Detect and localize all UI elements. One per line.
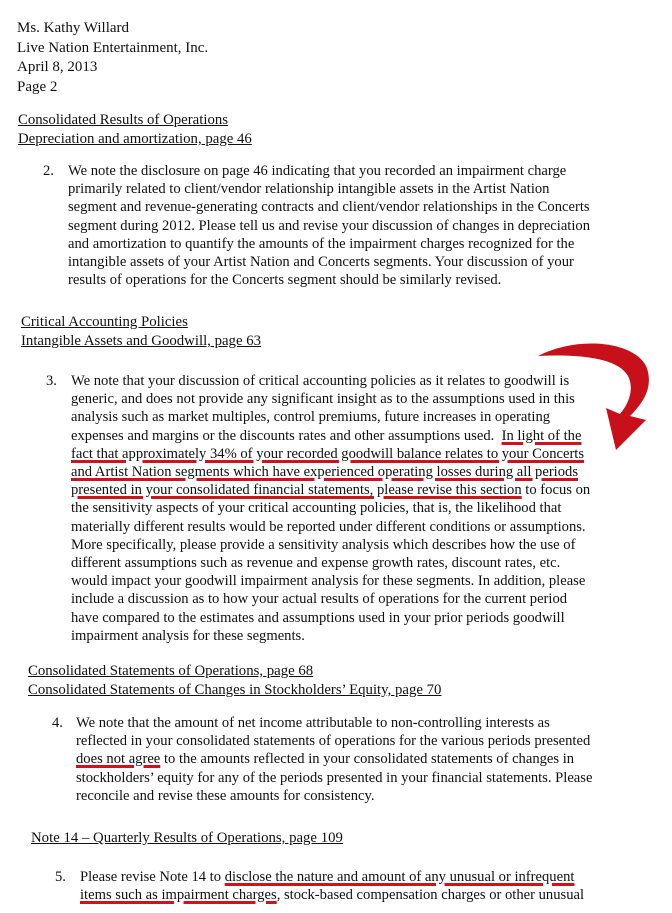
text-line: results of operations for the Concerts segment should be similarly revised. (68, 272, 502, 289)
text-segment: , stock-based compensation charges or other unusual (276, 887, 585, 904)
text-line: analysis such as market multiples, control premiums, future increases in operating (71, 409, 551, 426)
text-line (71, 463, 590, 481)
text-line: intangible assets of your Artist Nation and Concerts segments. Your discussion of your (68, 254, 574, 271)
text-line: We note that your discussion of critical accounting policies as it relates to goodwill is (71, 373, 570, 389)
comment-number: 5. (55, 869, 66, 885)
text-line: We note that the amount of net income attributable to non-controlling interests as (76, 715, 550, 731)
comment-number: 4. (52, 715, 63, 731)
text-line: impairment analysis for these segments. (71, 627, 305, 644)
text-segment: expenses and margins or the discounts rates and other assumptions used. (71, 427, 495, 444)
text-segment: to focus on (521, 482, 591, 499)
text-line: We note the disclosure on page 46 indicating that you recorded an impairment charge (68, 163, 567, 179)
text-line: More specifically, please provide a sensitivity analysis which describes how the use of (71, 536, 576, 553)
text-line: primarily related to client/vendor relationship intangible assets in the Artist Nation (68, 181, 550, 198)
comment-2-text (68, 162, 590, 289)
highlighted-text: presented in your consolidated financial statements, please revise this section (71, 482, 522, 499)
text-line: reconcile and revise these amounts for consistency. (76, 787, 375, 804)
text-line: different assumptions such as revenue and expense growth rates, discount rates, etc. (71, 555, 561, 572)
section-heading-line: Note 14 – Quarterly Results of Operations, page 109 (31, 830, 343, 846)
text-line (80, 886, 584, 904)
highlighted-text: does not agree (76, 751, 161, 768)
highlighted-text: fact that approximately 34% of your recorded goodwill balance relates to your Concerts (71, 445, 585, 462)
comment-3-text (71, 372, 590, 645)
section-heading-statements (28, 662, 441, 700)
text-line: segment during 2012. Please tell us and revise your discussion of changes in depreciation (68, 217, 591, 234)
text-line: segment and revenue-generating contracts and client/vendor relationships in the Concerts (68, 199, 590, 216)
recipient-name: Ms. Kathy Willard (17, 20, 130, 36)
text-line: the sensitivity aspects of your critical accounting policies, that is, the likelihood that (71, 500, 562, 517)
comment-4-text (76, 714, 592, 805)
section-heading-line: Consolidated Results of Operations (18, 112, 229, 128)
company-name: Live Nation Entertainment, Inc. (17, 39, 209, 56)
comment-number: 3. (46, 373, 57, 389)
highlighted-text: items such as impairment charges (80, 887, 277, 904)
highlighted-text: disclose the nature and amount of any unusual or infrequent (224, 869, 575, 885)
text-line: and amortization to quantify the amounts of the impairment charges recognized for the (68, 235, 575, 252)
section-heading-line: Intangible Assets and Goodwill, page 63 (21, 333, 262, 349)
text-line: stockholders’ equity for any of the periods presented in your financial statements. Please (76, 769, 593, 786)
text-line: include a discussion as to how your actual results of operations for the current period (71, 591, 568, 608)
section-heading-line: Critical Accounting Policies (21, 314, 188, 330)
red-curved-arrow-icon (530, 338, 665, 456)
text-segment: to the amounts reflected in your consolidated statements of changes in (160, 751, 575, 768)
letter-header (17, 19, 208, 97)
text-line (80, 868, 584, 886)
text-line: materially different results would be reported under different conditions or assumptions. (71, 518, 586, 535)
section-heading-line: Consolidated Statements of Operations, page 68 (28, 663, 314, 679)
text-line (71, 445, 590, 463)
letter-date: April 8, 2013 (17, 59, 98, 75)
page-number: Page 2 (17, 78, 58, 95)
text-line: have compared to the estimates and assumptions used in your prior periods goodwill (71, 609, 565, 626)
text-line (71, 481, 590, 499)
text-segment: Please revise Note 14 to (80, 869, 225, 885)
section-heading-line: Depreciation and amortization, page 46 (18, 131, 252, 147)
section-heading-results (18, 111, 252, 149)
text-line (71, 427, 590, 445)
section-heading-quarterly (31, 829, 343, 848)
text-line: reflected in your consolidated statements of operations for the various periods presented (76, 733, 591, 750)
text-line (76, 750, 592, 768)
highlighted-text: In light of the (501, 427, 582, 444)
comment-5-text (80, 868, 584, 904)
text-line: would impact your goodwill impairment analysis for these segments. In addition, please (71, 573, 586, 590)
highlighted-text: and Artist Nation segments which have experienced operating losses during all periods (71, 464, 579, 481)
section-heading-critical-policies (21, 313, 261, 351)
comment-number: 2. (43, 163, 54, 179)
section-heading-line: Consolidated Statements of Changes in Stockholders’ Equity, page 70 (28, 682, 442, 698)
text-line: generic, and does not provide any significant insight as to the assumptions used in this (71, 391, 575, 408)
